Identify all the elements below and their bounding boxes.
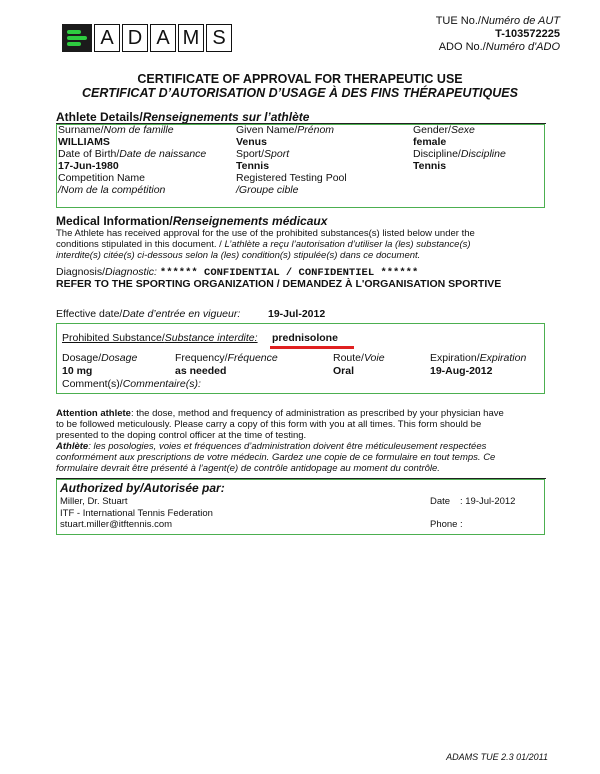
phone-label: Phone xyxy=(430,519,458,530)
medical-approval-text: The Athlete has received approval for the use of the prohibited substances(s) listed below under the conditions stipulated in this document. / L’athlète a reçu l’autorisation d’utiliser la (les) substance(s) interdite(s) citée(s) ci-dessous selon la (les) condition(s) stipulée(s) dans ce document. xyxy=(56,228,475,261)
comments-label: Comment(s)/Commentaire(s): xyxy=(62,378,201,390)
given-name-label: Given Name/Prénom xyxy=(236,124,335,136)
gender-value: female xyxy=(413,136,447,148)
sport-value: Tennis xyxy=(236,160,270,172)
discipline-value: Tennis xyxy=(413,160,447,172)
substance-highlight-underline xyxy=(270,346,354,349)
expiration-label: Expiration/Expiration xyxy=(430,352,527,364)
phone-value: : xyxy=(460,519,463,530)
dosage-label: Dosage/Dosage xyxy=(62,352,138,364)
surname-label: Surname/Nom de famille xyxy=(58,124,174,136)
logo-letter: A xyxy=(94,24,120,52)
title-en: CERTIFICATE OF APPROVAL FOR THERAPEUTIC USE xyxy=(137,72,463,86)
competition-label-fr: /Nom de la compétition xyxy=(58,184,166,196)
authorizer-email: stuart.miller@itftennis.com xyxy=(60,519,173,530)
surname-value: WILLIAMS xyxy=(58,136,110,148)
route-value: Oral xyxy=(333,365,355,377)
title-fr: CERTIFICAT D’AUTORISATION D’USAGE À DES FINS THÉRAPEUTIQUES xyxy=(82,86,518,100)
expiration-value: 19-Aug-2012 xyxy=(430,365,493,377)
sport-label: Sport/Sport xyxy=(236,148,290,160)
route-label: Route/Voie xyxy=(333,352,385,364)
adams-logo xyxy=(62,24,232,52)
form-version-footer: ADAMS TUE 2.3 01/2011 xyxy=(446,752,548,762)
competition-label: Competition Name xyxy=(58,172,145,184)
attention-text: Attention athlete: the dose, method and frequency of administration as prescribed by your physician have to be followed meticulously. Please carry a copy of this form with you at all times. This form should be presented to the doping control officer at the time of testing. Athlète: les posologies, voies et fréquences d’administration doivent être méticuleusement respectées conformément aux prescriptions de votre médecin. Gardez une copie de ce formulaire en tout temps. Ce formulaire devrait être présenté à l’agent(e) de contrôle antidopage au moment du contrôle. xyxy=(56,408,504,474)
tue-no-label-fr: Numéro de AUT xyxy=(480,15,560,27)
testing-pool-label-fr: /Groupe cible xyxy=(236,184,299,196)
logo-letter: A xyxy=(150,24,176,52)
tue-no-label: TUE No./ xyxy=(435,15,481,27)
gender-label: Gender/Sexe xyxy=(413,124,475,136)
effective-date-value: 19-Jul-2012 xyxy=(268,308,326,320)
medical-section-title: Medical Information/Renseignements médicaux xyxy=(56,214,328,228)
logo-letter: D xyxy=(122,24,148,52)
diagnosis-line: Diagnosis/Diagnostic: ****** CONFIDENTIAL / CONFIDENTIEL ****** xyxy=(56,266,419,279)
athlete-section-fr: Renseignements sur l’athlète xyxy=(142,110,310,124)
ado-no-label-fr: Numéro d'ADO xyxy=(485,41,560,53)
tue-no-value: T-103572225 xyxy=(495,28,560,40)
frequency-value: as needed xyxy=(175,365,227,377)
diagnosis-value: ****** CONFIDENTIAL / CONFIDENTIEL ****** xyxy=(159,267,419,279)
authorizer-name: Miller, Dr. Stuart xyxy=(60,496,128,507)
dob-value: 17-Jun-1980 xyxy=(58,160,119,172)
authorizer-org: ITF - International Tennis Federation xyxy=(60,508,213,519)
refer-notice: REFER TO THE SPORTING ORGANIZATION / DEMANDEZ À L'ORGANISATION SPORTIVE xyxy=(56,278,502,290)
substance-value: prednisolone xyxy=(272,332,338,344)
dosage-value: 10 mg xyxy=(62,365,93,377)
authorized-date-label: Date xyxy=(430,496,451,507)
given-name-value: Venus xyxy=(236,136,267,148)
authorized-title: Authorized by/Autorisée par: xyxy=(60,481,225,495)
dob-label: Date of Birth/Date de naissance xyxy=(58,148,207,160)
ado-no-label: ADO No./ xyxy=(438,41,486,53)
athlete-section-title xyxy=(56,110,309,124)
effective-date-label: Effective date/Date d’entrée en vigueur: xyxy=(56,308,241,320)
frequency-label: Frequency/Fréquence xyxy=(175,352,278,364)
substance-label: Prohibited Substance/Substance interdite: xyxy=(62,332,258,344)
athlete-section-en: Athlete Details/ xyxy=(56,110,143,124)
authorized-date-value: : 19-Jul-2012 xyxy=(460,496,516,507)
tue-number-block xyxy=(436,15,560,54)
discipline-label: Discipline/Discipline xyxy=(413,148,506,160)
testing-pool-label: Registered Testing Pool xyxy=(236,172,347,184)
logo-letter: S xyxy=(206,24,232,52)
logo-letter: M xyxy=(178,24,204,52)
adams-logo-icon xyxy=(62,24,92,52)
